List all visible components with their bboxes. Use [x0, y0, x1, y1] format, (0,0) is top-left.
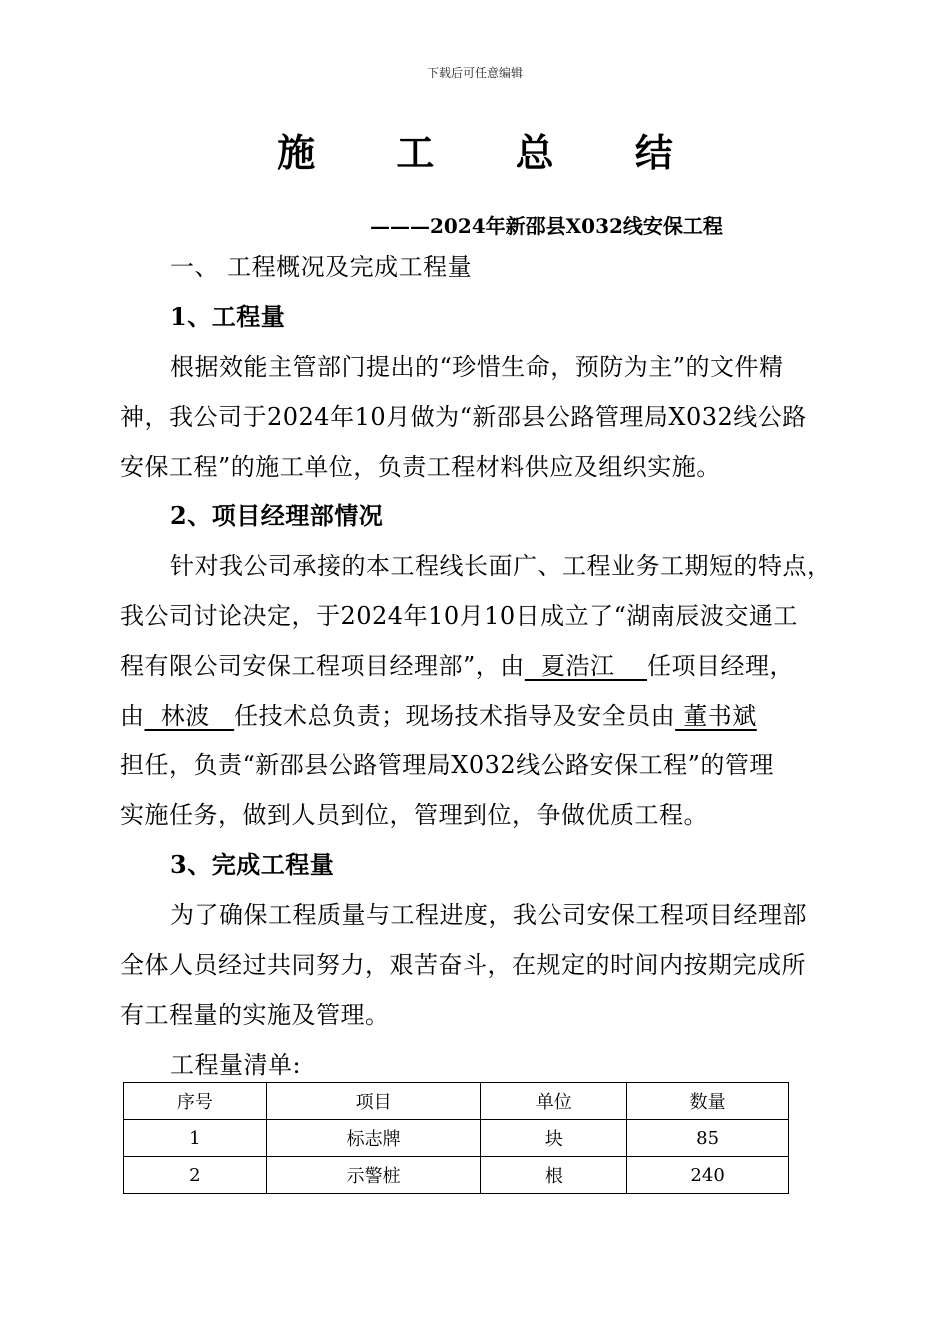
section-heading: 一、 工程概况及完成工程量: [170, 253, 473, 281]
paragraph-line: 神，我公司于2024年10月做为“新邵县公路管理局X032线公路: [120, 403, 807, 431]
column-header: 序号: [124, 1083, 267, 1120]
subsection-2-heading: 2、项目经理部情况: [170, 501, 384, 530]
paragraph-line: 全体人员经过共同努力，艰苦奋斗，在规定的时间内按期完成所: [120, 951, 806, 979]
header-note: 下载后可任意编辑: [426, 66, 523, 80]
paragraph-line: 根据效能主管部门提出的“珍惜生命，预防为主”的文件精: [170, 353, 784, 381]
table-cell: 示警桩: [266, 1157, 481, 1194]
table-cell: 2: [124, 1157, 267, 1194]
table-row: [124, 1157, 789, 1194]
subsection-3-heading: 3、完成工程量: [170, 850, 335, 879]
paragraph-line: 实施任务，做到人员到位，管理到位，争做优质工程。: [120, 801, 708, 829]
table-header-row: [124, 1083, 789, 1120]
paragraph-line: 担任，负责“新邵县公路管理局X032线公路安保工程”的管理: [120, 751, 774, 779]
paragraph-line: 有工程量的实施及管理。: [120, 1001, 390, 1029]
column-header: 单位: [481, 1083, 627, 1120]
column-header: 项目: [266, 1083, 481, 1120]
page-subtitle: ———2024年新邵县X032线安保工程: [370, 214, 723, 238]
text-segment: 由: [120, 702, 145, 730]
page-title: 施 工 总 结: [277, 130, 707, 175]
paragraph-line: 为了确保工程质量与工程进度，我公司安保工程项目经理部: [170, 901, 807, 929]
table-cell: 块: [481, 1120, 627, 1157]
table-cell: 85: [627, 1120, 789, 1157]
text-segment: 任技术总负责；现场技术指导及安全员由: [234, 702, 676, 730]
table-cell: 标志牌: [266, 1120, 481, 1157]
subsection-1-heading: 1、工程量: [170, 302, 286, 331]
project-manager-name: 夏浩江: [524, 652, 648, 680]
table-cell: 240: [627, 1157, 789, 1194]
safety-officer-name: 董书斌: [675, 702, 757, 730]
technical-lead-name: 林波: [144, 702, 235, 730]
text-segment: 程有限公司安保工程项目经理部”，由: [120, 652, 525, 680]
paragraph-line: 针对我公司承接的本工程线长面广、工程业务工期短的特点，: [170, 552, 832, 580]
paragraph-line: 安保工程”的施工单位，负责工程材料供应及组织实施。: [120, 453, 721, 481]
table-cell: 1: [124, 1120, 267, 1157]
table-caption: 工程量清单:: [170, 1051, 302, 1079]
quantity-table: [123, 1082, 789, 1194]
text-segment: 任项目经理，: [647, 652, 795, 680]
paragraph-line: [120, 646, 794, 681]
table-cell: 根: [481, 1157, 627, 1194]
paragraph-line: 我公司讨论决定，于2024年10月10日成立了“湖南辰波交通工: [120, 602, 798, 630]
column-header: 数量: [627, 1083, 789, 1120]
table-row: [124, 1120, 789, 1157]
paragraph-line: [120, 696, 757, 731]
